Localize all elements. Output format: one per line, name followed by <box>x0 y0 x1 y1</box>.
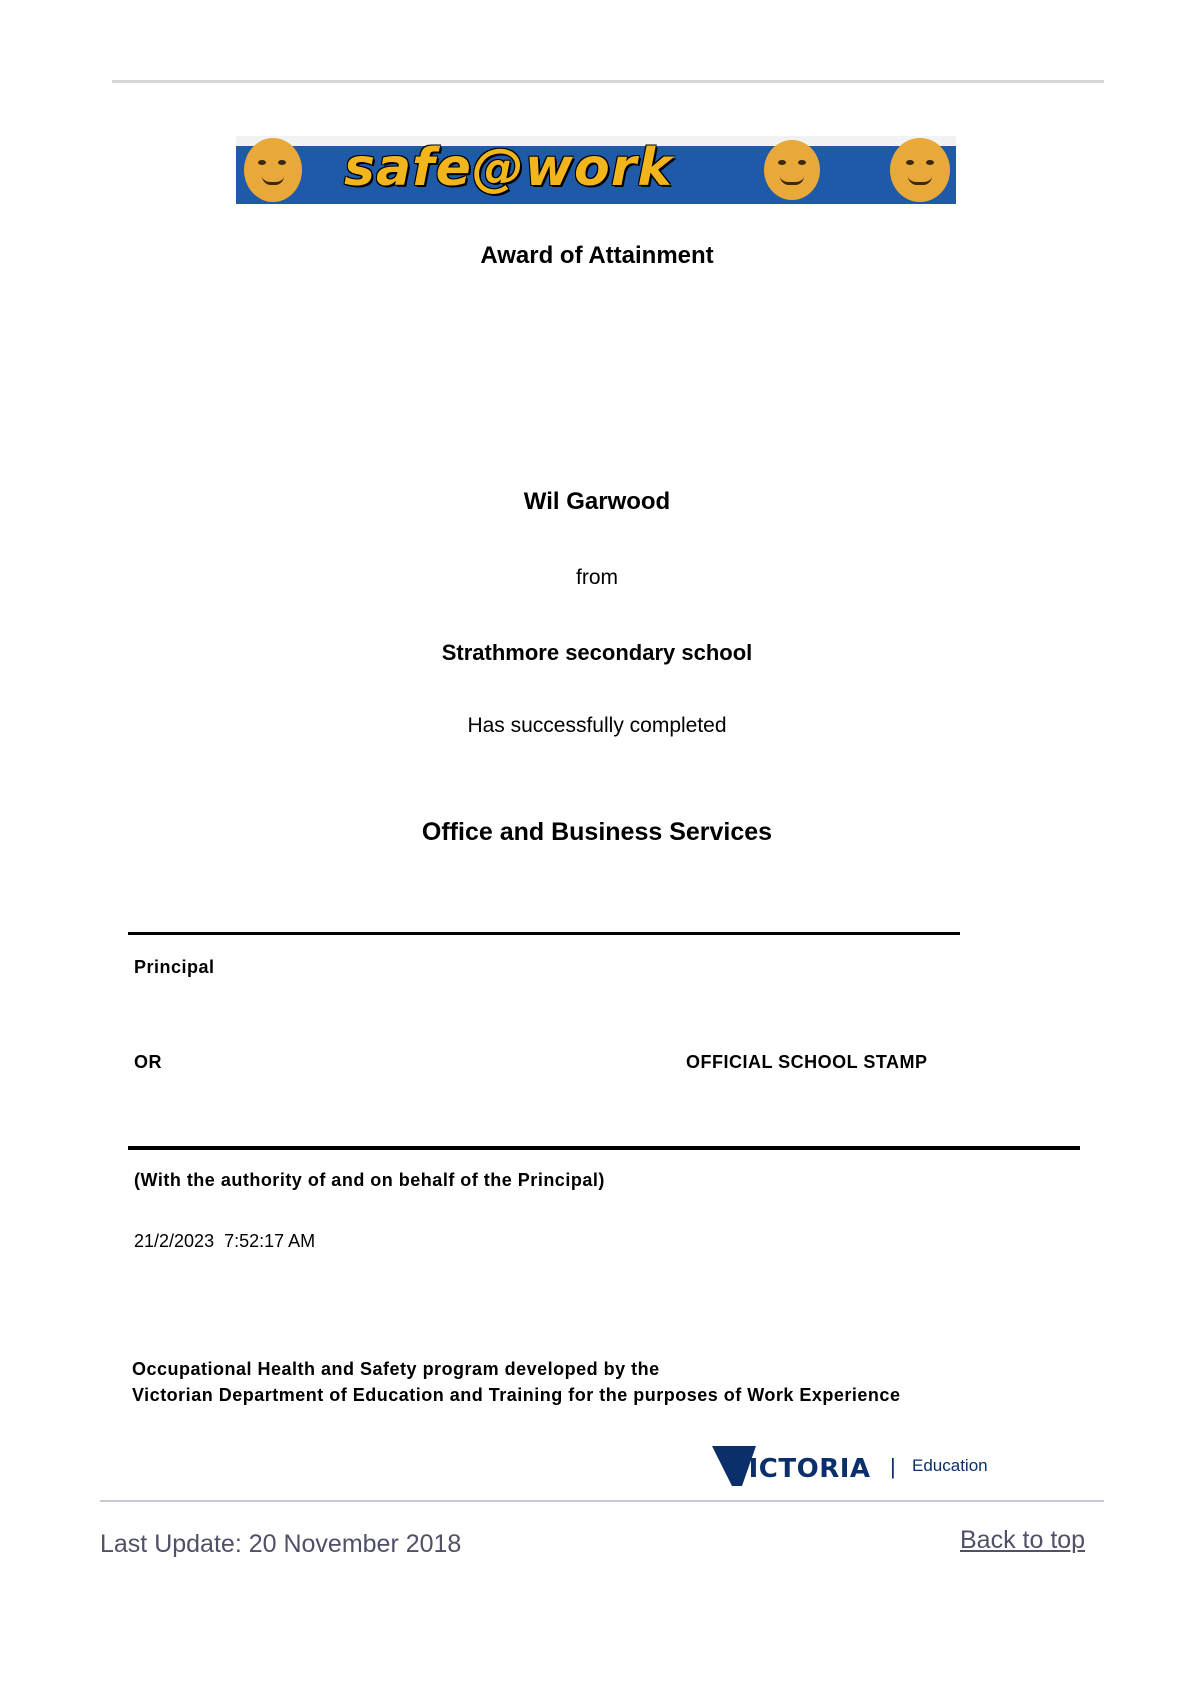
safe-at-work-logo: safe@work <box>344 138 673 198</box>
victoria-wordmark: VICTORIA <box>728 1454 871 1484</box>
or-label: OR <box>134 1052 162 1072</box>
principal-label: Principal <box>134 957 215 977</box>
student-face-image <box>890 138 950 202</box>
logo-separator: | <box>890 1454 896 1479</box>
school-name: Strathmore secondary school <box>441 640 753 665</box>
issue-datetime: 21/2/2023 7:52:17 AM <box>134 1231 316 1251</box>
back-to-top-link[interactable]: Back to top <box>960 1526 1086 1554</box>
last-update-text: Last Update: 20 November 2018 <box>100 1530 462 1558</box>
student-face-image <box>764 140 820 200</box>
course-name: Office and Business Services <box>421 818 773 846</box>
award-title: Award of Attainment <box>480 242 714 269</box>
ohs-program-line-1: Occupational Health and Safety program developed by the <box>132 1359 660 1379</box>
safe-at-work-banner <box>236 136 956 204</box>
from-label: from <box>576 566 618 589</box>
ohs-program-line-2: Victorian Department of Education and Training for the purposes of Work Experience <box>132 1385 901 1405</box>
student-face-image <box>244 138 302 202</box>
official-stamp-label: OFFICIAL SCHOOL STAMP <box>686 1052 928 1072</box>
authority-note: (With the authority of and on behalf of the Principal) <box>134 1170 605 1190</box>
principal-signature-line <box>128 932 960 935</box>
top-divider <box>112 80 1104 83</box>
victoria-education-logo <box>712 1446 1012 1486</box>
authority-signature-line <box>128 1146 1080 1150</box>
education-wordmark: Education <box>912 1456 988 1475</box>
student-name: Wil Garwood <box>523 488 671 515</box>
footer-divider <box>100 1500 1104 1502</box>
completed-label: Has successfully completed <box>467 714 727 737</box>
